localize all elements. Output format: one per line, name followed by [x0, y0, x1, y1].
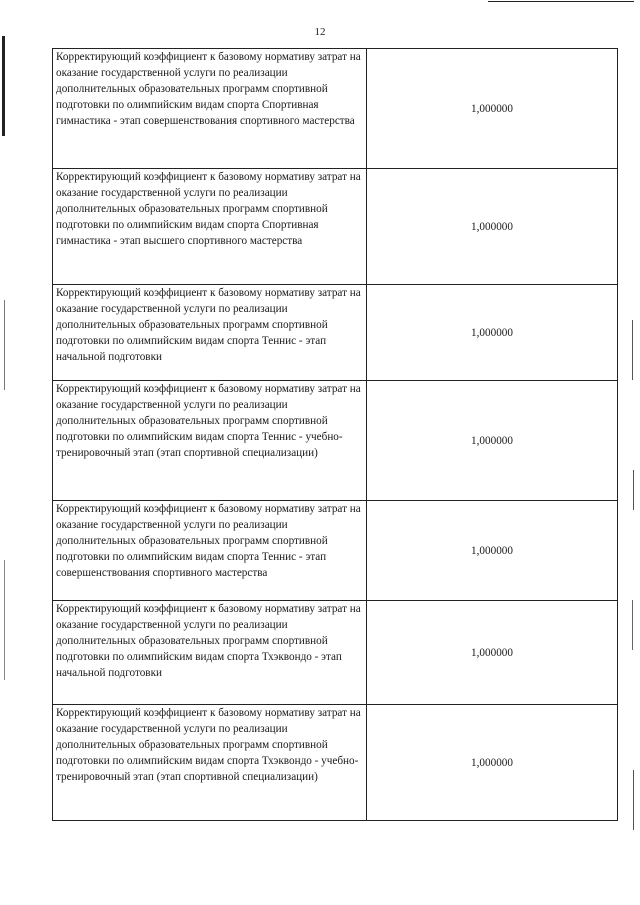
- coefficient-value: 1,000000: [367, 501, 618, 601]
- coefficient-description: Корректирующий коэффициент к базовому нормативу затрат на оказание государственной услуги по реализации дополнительных образовательных программ спортивной подготовки по олимпийским видам спорта Теннис - этап совершенствования спортивного мастерства: [53, 501, 367, 601]
- coefficient-value: 1,000000: [367, 285, 618, 381]
- coefficient-description: Корректирующий коэффициент к базовому нормативу затрат на оказание государственной услуги по реализации дополнительных образовательных программ спортивной подготовки по олимпийским видам спорта Тхэквондо - этап начальной подготовки: [53, 601, 367, 705]
- coefficient-value: 1,000000: [367, 49, 618, 169]
- scan-artifact-line: [633, 470, 634, 510]
- table-row: [53, 169, 618, 285]
- coefficient-description: Корректирующий коэффициент к базовому нормативу затрат на оказание государственной услуги по реализации дополнительных образовательных программ спортивной подготовки по олимпийским видам спорта Спортивная гимнастика - этап высшего спортивного мастерства: [53, 169, 367, 285]
- scan-artifact-line: [4, 560, 5, 680]
- table-row: [53, 285, 618, 381]
- page-number: 12: [314, 26, 326, 38]
- table-row: [53, 381, 618, 501]
- scan-artifact-line: [632, 600, 633, 650]
- scan-artifact-bar: [2, 36, 5, 136]
- table-row: [53, 501, 618, 601]
- coefficient-description: Корректирующий коэффициент к базовому нормативу затрат на оказание государственной услуги по реализации дополнительных образовательных программ спортивной подготовки по олимпийским видам спорта Теннис - учебно-тренировочный этап (этап спортивной специализации): [53, 381, 367, 501]
- table-row: [53, 49, 618, 169]
- coefficient-value: 1,000000: [367, 381, 618, 501]
- coefficient-description: Корректирующий коэффициент к базовому нормативу затрат на оказание государственной услуги по реализации дополнительных образовательных программ спортивной подготовки по олимпийским видам спорта Спортивная гимнастика - этап совершенствования спортивного мастерства: [53, 49, 367, 169]
- coefficient-value: 1,000000: [367, 601, 618, 705]
- scan-artifact-line: [633, 770, 634, 830]
- table-row: [53, 601, 618, 705]
- scan-artifact-line: [632, 320, 633, 380]
- table-row: [53, 705, 618, 821]
- scan-artifact-line: [4, 300, 5, 390]
- coefficient-description: Корректирующий коэффициент к базовому нормативу затрат на оказание государственной услуги по реализации дополнительных образовательных программ спортивной подготовки по олимпийским видам спорта Теннис - этап начальной подготовки: [53, 285, 367, 381]
- coefficient-description: Корректирующий коэффициент к базовому нормативу затрат на оказание государственной услуги по реализации дополнительных образовательных программ спортивной подготовки по олимпийским видам спорта Тхэквондо - учебно-тренировочный этап (этап спортивной специализации): [53, 705, 367, 821]
- scan-artifact-line: [488, 1, 634, 2]
- coefficient-value: 1,000000: [367, 705, 618, 821]
- coefficient-table: [52, 48, 618, 821]
- coefficient-value: 1,000000: [367, 169, 618, 285]
